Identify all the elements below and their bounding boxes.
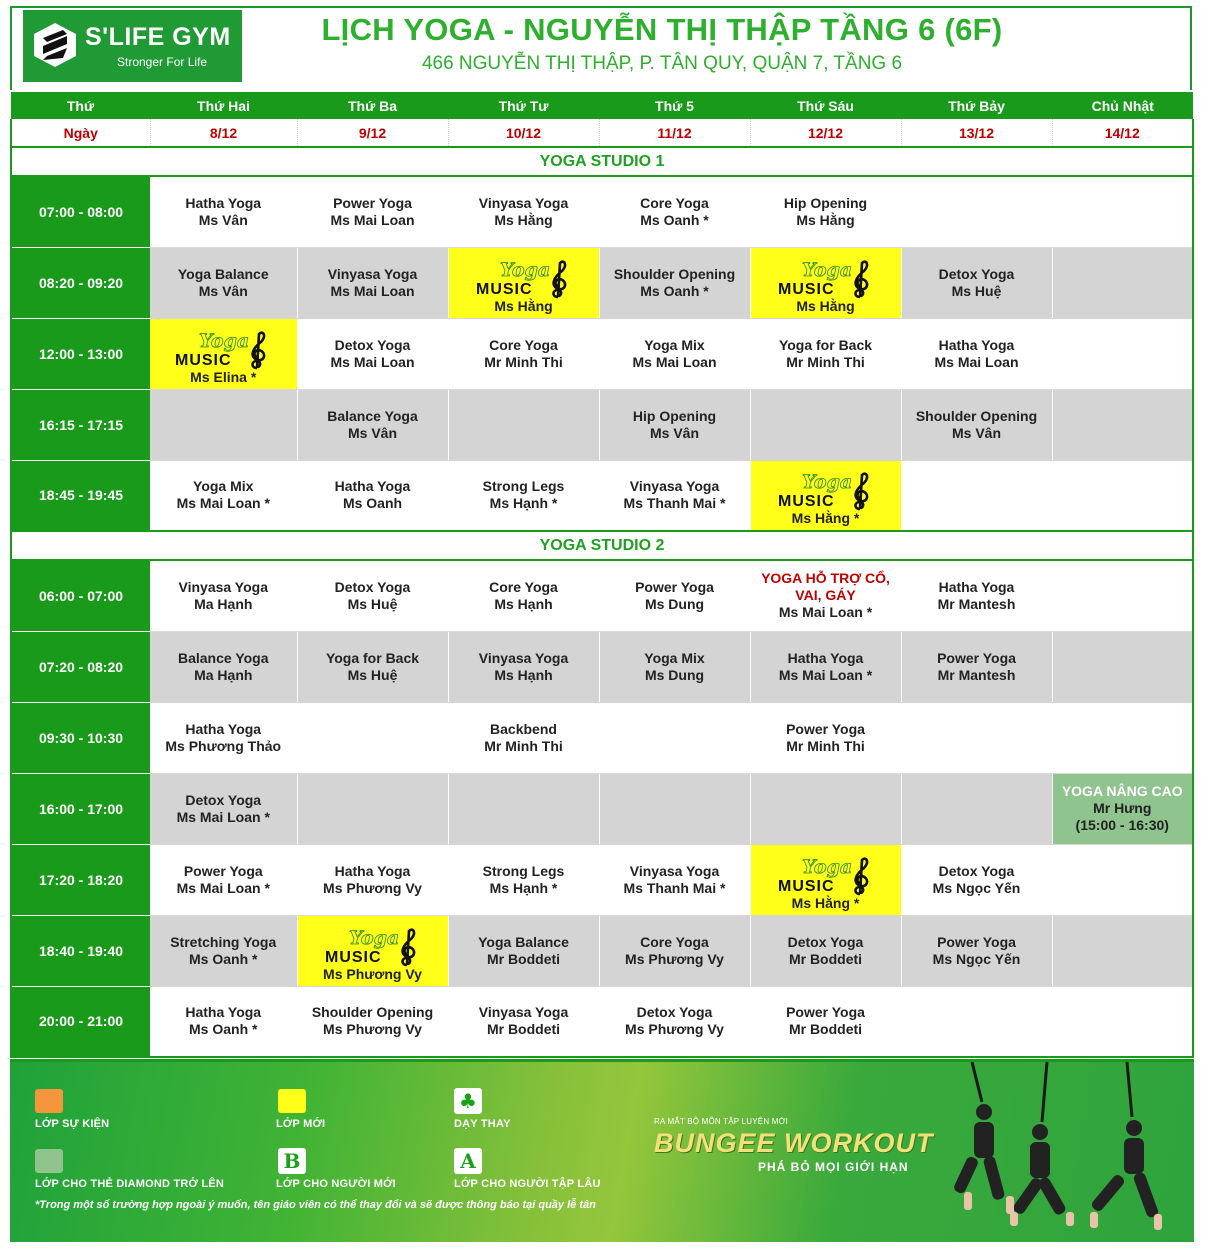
instructor-name: Ms Phương Vy xyxy=(323,879,422,896)
class-name: Power Yoga xyxy=(183,862,263,879)
promo-slogan: PHÁ BỎ MỌI GIỚI HẠN xyxy=(758,1160,909,1174)
logo-mark-icon xyxy=(33,22,77,68)
legend-banner xyxy=(10,1059,1194,1242)
class-cell xyxy=(750,560,901,631)
class-cell xyxy=(150,247,297,318)
class-cell xyxy=(448,773,599,844)
instructor-name: Ms Mai Loan * xyxy=(778,604,873,621)
music-logo-word-yoga: Yoga xyxy=(801,258,852,281)
instructor-name: Ms Mai Loan * xyxy=(176,808,270,825)
event-class-swatch xyxy=(35,1089,63,1113)
class-cell xyxy=(901,915,1052,986)
class-cell xyxy=(599,247,750,318)
class-cell xyxy=(750,318,901,389)
instructor-name: Ms Hằng xyxy=(494,297,553,314)
instructor-name: Ms Thanh Mai * xyxy=(623,495,726,512)
class-cell xyxy=(901,631,1052,702)
class-cell xyxy=(599,773,750,844)
class-name: Detox Yoga xyxy=(938,862,1015,879)
weekday-header: Thứ 5 xyxy=(599,92,750,119)
substitute-label: DẠY THAY xyxy=(454,1118,511,1130)
class-cell xyxy=(1052,247,1193,318)
time-slot: 06:00 - 07:00 xyxy=(11,560,150,631)
yoga-music-class-cell xyxy=(448,247,599,318)
time-slot-row xyxy=(11,176,1193,247)
instructor-name: Ms Hằng xyxy=(796,211,855,228)
class-cell xyxy=(448,702,599,773)
class-cell xyxy=(901,460,1052,531)
class-name: Hip Opening xyxy=(783,194,868,211)
class-cell xyxy=(297,389,448,460)
class-name: Backbend xyxy=(490,720,557,737)
yoga-music-logo xyxy=(173,328,273,370)
class-name: Strong Legs xyxy=(482,862,565,879)
class-name: Yoga Mix xyxy=(644,336,705,353)
music-logo-word-yoga: Yoga xyxy=(801,471,852,493)
music-logo-word-yoga: Yoga xyxy=(801,855,852,878)
class-name: Strong Legs xyxy=(482,478,565,495)
class-name: Detox Yoga xyxy=(185,791,262,808)
instructor-name: Ms Hằng xyxy=(494,211,553,228)
class-cell xyxy=(599,389,750,460)
beginner-class-label: LỚP CHO NGƯỜI MỚI xyxy=(276,1178,396,1190)
class-cell xyxy=(297,318,448,389)
class-cell xyxy=(150,176,297,247)
time-slot: 16:15 - 17:15 xyxy=(11,389,150,460)
music-logo-word-music: MUSIC xyxy=(777,280,835,298)
class-cell xyxy=(297,247,448,318)
class-cell xyxy=(150,915,297,986)
gym-logo xyxy=(23,10,242,82)
studio-row xyxy=(11,531,1193,560)
page-title: LỊCH YOGA - NGUYỄN THỊ THẬP TẦNG 6 (6F) xyxy=(321,12,1003,47)
instructor-name: Ms Elina * xyxy=(190,368,257,385)
class-name: Stretching Yoga xyxy=(170,933,277,950)
instructor-name: Ms Hạnh xyxy=(494,595,553,612)
disclaimer-note: *Trong một số trường hợp ngoài ý muốn, tên giáo viên có thể thay đổi và sẽ được thông báo tại quầy lễ tân xyxy=(35,1199,596,1211)
instructor-name: Ms Phương Vy xyxy=(625,950,724,967)
instructor-name: Ms Dung xyxy=(644,595,705,612)
class-cell xyxy=(599,915,750,986)
instructor-name: Ms Mai Loan xyxy=(632,353,717,370)
class-name: YOGA NÂNG CAO xyxy=(1061,783,1183,799)
bungee-dancers-image xyxy=(922,1062,1194,1242)
instructor-name: Ms Oanh * xyxy=(189,950,258,967)
class-cell xyxy=(750,986,901,1057)
instructor-name: Ms Vân xyxy=(198,211,248,228)
class-cell xyxy=(599,844,750,915)
class-cell xyxy=(448,389,599,460)
class-cell xyxy=(599,986,750,1057)
music-logo-word-music: MUSIC xyxy=(175,351,232,369)
date-row xyxy=(11,119,1193,147)
instructor-name: Mr Hưng xyxy=(1093,800,1152,816)
class-cell xyxy=(1052,460,1193,531)
treble-clef-icon xyxy=(253,332,265,367)
instructor-name: Mr Boddeti xyxy=(486,950,561,967)
class-name: Power Yoga xyxy=(937,933,1016,950)
date-cell: 9/12 xyxy=(297,119,448,147)
class-name: Vinyasa Yoga xyxy=(629,478,720,495)
weekday-header: Thứ Hai xyxy=(150,92,297,119)
class-name: Hatha Yoga xyxy=(938,336,1015,353)
class-cell xyxy=(150,986,297,1057)
class-cell xyxy=(1052,389,1193,460)
class-name: Balance Yoga xyxy=(327,407,418,424)
class-cell xyxy=(750,773,901,844)
class-cell xyxy=(599,176,750,247)
date-cell: 11/12 xyxy=(599,119,750,147)
class-name: Vinyasa Yoga xyxy=(478,194,569,211)
music-logo-word-music: MUSIC xyxy=(777,493,835,510)
class-name: Vinyasa Yoga xyxy=(327,265,418,282)
class-cell xyxy=(1052,318,1193,389)
class-name: Power Yoga xyxy=(786,1004,865,1021)
class-cell xyxy=(448,986,599,1057)
time-slot-row xyxy=(11,915,1193,986)
class-cell xyxy=(901,389,1052,460)
class-cell xyxy=(297,460,448,531)
new-class-label: LỚP MỚI xyxy=(276,1118,326,1130)
class-name: Shoulder Opening xyxy=(311,1004,434,1021)
class-cell xyxy=(297,176,448,247)
schedule-table xyxy=(10,92,1194,1058)
new-class-swatch xyxy=(278,1089,306,1113)
class-cell xyxy=(1052,176,1193,247)
class-name: Power Yoga xyxy=(937,649,1016,666)
class-cell xyxy=(901,318,1052,389)
time-slot-row xyxy=(11,986,1193,1057)
class-name: Core Yoga xyxy=(489,578,558,595)
instructor-name: Ms Mai Loan * xyxy=(176,879,270,896)
brand-name: S'LIFE GYM xyxy=(85,23,231,51)
instructor-name: Ms Hằng xyxy=(796,297,855,314)
instructor-name: Mr Minh Thi xyxy=(786,353,865,370)
yoga-music-class-cell xyxy=(750,460,901,531)
class-name: Hatha Yoga xyxy=(938,578,1015,595)
class-cell xyxy=(448,844,599,915)
weekday-header: Thứ xyxy=(11,92,150,119)
yoga-music-class-cell xyxy=(750,247,901,318)
class-cell xyxy=(297,560,448,631)
time-slot-row xyxy=(11,631,1193,702)
instructor-name: Ms Hạnh xyxy=(494,666,553,683)
instructor-name: Mr Boddeti xyxy=(788,950,863,967)
weekday-header: Thứ Ba xyxy=(297,92,448,119)
class-cell xyxy=(599,702,750,773)
instructor-name: Ms Mai Loan xyxy=(330,353,415,370)
class-cell xyxy=(150,631,297,702)
instructor-name: Ms Huệ xyxy=(951,282,1002,299)
class-name: Yoga for Back xyxy=(778,336,873,353)
instructor-name: Ms Vân xyxy=(951,424,1001,441)
date-cell: Ngày xyxy=(11,119,150,147)
yoga-music-logo xyxy=(776,469,876,511)
clover-icon: ♣ xyxy=(454,1088,482,1114)
class-cell xyxy=(901,844,1052,915)
time-slot: 18:40 - 19:40 xyxy=(11,915,150,986)
instructor-name: Ms Hằng * xyxy=(791,894,860,911)
class-name: Yoga Balance xyxy=(478,933,569,950)
yoga-music-logo xyxy=(776,257,876,299)
treble-clef-icon xyxy=(855,474,867,509)
schedule-header xyxy=(10,6,1192,90)
class-cell xyxy=(448,176,599,247)
class-time-note: (15:00 - 16:30) xyxy=(1075,817,1169,833)
instructor-name: Ms Huệ xyxy=(347,595,398,612)
instructor-name: Ms Mai Loan xyxy=(330,211,415,228)
instructor-name: Ms Oanh * xyxy=(640,282,709,299)
class-cell xyxy=(750,702,901,773)
instructor-name: Ms Phương Vy xyxy=(323,1021,422,1038)
class-cell xyxy=(901,986,1052,1057)
class-cell xyxy=(150,460,297,531)
date-cell: 10/12 xyxy=(448,119,599,147)
class-cell xyxy=(150,702,297,773)
class-cell xyxy=(901,773,1052,844)
class-name: Shoulder Opening xyxy=(915,407,1038,424)
instructor-name: Ms Mai Loan * xyxy=(176,495,270,512)
promo-kicker: RA MẮT BỘ MÔN TẬP LUYỆN MỚI xyxy=(654,1117,789,1126)
class-name: Hatha Yoga xyxy=(185,194,262,211)
instructor-name: Ms Ngọc Yến xyxy=(932,950,1021,967)
date-cell: 8/12 xyxy=(150,119,297,147)
studio-name: YOGA STUDIO 1 xyxy=(11,147,1193,176)
class-name: Yoga for Back xyxy=(325,649,420,666)
class-cell xyxy=(1052,560,1193,631)
yoga-music-logo xyxy=(323,925,423,967)
instructor-name: Mr Minh Thi xyxy=(484,353,563,370)
class-cell xyxy=(750,915,901,986)
instructor-name: Ms Dung xyxy=(644,666,705,683)
class-cell xyxy=(1052,773,1193,844)
time-slot-row xyxy=(11,460,1193,531)
time-slot: 20:00 - 21:00 xyxy=(11,986,150,1057)
page-subtitle: 466 NGUYỄN THỊ THẬP, P. TÂN QUY, QUẬN 7, TẦNG 6 xyxy=(421,53,903,74)
instructor-name: Ms Phương Thảo xyxy=(165,737,282,754)
instructor-name: Ms Mai Loan * xyxy=(778,666,873,683)
time-slot-row xyxy=(11,773,1193,844)
advanced-letter-icon: A xyxy=(454,1148,482,1174)
instructor-name: Mr Minh Thi xyxy=(786,737,865,754)
class-name: Detox Yoga xyxy=(938,265,1015,282)
class-name: Core Yoga xyxy=(640,194,709,211)
class-cell xyxy=(599,560,750,631)
class-name: Vinyasa Yoga xyxy=(178,578,268,595)
class-name: Yoga Mix xyxy=(644,649,705,666)
class-name: Vinyasa Yoga xyxy=(629,862,720,879)
class-cell xyxy=(297,773,448,844)
class-cell xyxy=(150,389,297,460)
instructor-name: Ms Vân xyxy=(198,282,248,299)
instructor-name: Ms Vân xyxy=(347,424,397,441)
time-slot: 16:00 - 17:00 xyxy=(11,773,150,844)
music-logo-word-music: MUSIC xyxy=(475,280,533,298)
class-cell xyxy=(150,560,297,631)
class-name: Detox Yoga xyxy=(636,1004,713,1021)
class-name: Core Yoga xyxy=(489,336,558,353)
diamond-class-swatch xyxy=(35,1149,63,1173)
class-cell xyxy=(150,773,297,844)
class-name: Power Yoga xyxy=(786,720,865,737)
date-cell: 12/12 xyxy=(750,119,901,147)
class-cell xyxy=(599,631,750,702)
class-cell xyxy=(297,986,448,1057)
instructor-name: Ma Hạnh xyxy=(194,666,253,683)
advanced-class-label: LỚP CHO NGƯỜI TẬP LÂU xyxy=(454,1178,601,1190)
time-slot-row xyxy=(11,702,1193,773)
instructor-name: Ms Hằng * xyxy=(791,510,860,526)
treble-clef-icon xyxy=(402,929,414,964)
class-cell xyxy=(1052,631,1193,702)
class-cell xyxy=(448,318,599,389)
instructor-name: Ms Hạnh * xyxy=(489,495,558,512)
time-slot-row xyxy=(11,844,1193,915)
class-name: Yoga Balance xyxy=(177,265,269,282)
studio-name: YOGA STUDIO 2 xyxy=(11,531,1193,560)
class-name: Hatha Yoga xyxy=(787,649,864,666)
time-slot: 08:20 - 09:20 xyxy=(11,247,150,318)
class-cell xyxy=(297,631,448,702)
class-name: Hatha Yoga xyxy=(185,1004,262,1021)
instructor-name: Mr Mantesh xyxy=(937,666,1016,683)
instructor-name: Ms Mai Loan xyxy=(934,353,1019,370)
weekday-header: Thứ Tư xyxy=(448,92,599,119)
class-name: Shoulder Opening xyxy=(613,265,736,282)
instructor-name: Ms Ngọc Yến xyxy=(932,879,1021,896)
yoga-music-logo xyxy=(776,854,876,896)
instructor-name: Mr Mantesh xyxy=(937,595,1016,612)
diamond-class-label: LỚP CHO THẺ DIAMOND TRỞ LÊN xyxy=(35,1178,224,1190)
class-cell xyxy=(448,915,599,986)
treble-clef-icon xyxy=(553,261,565,296)
brand-tagline: Stronger For Life xyxy=(117,55,208,69)
music-logo-word-yoga: Yoga xyxy=(499,258,550,281)
time-slot: 17:20 - 18:20 xyxy=(11,844,150,915)
class-name: Hatha Yoga xyxy=(185,720,262,737)
beginner-letter-icon: B xyxy=(278,1148,306,1174)
weekday-header: Thứ Bảy xyxy=(901,92,1052,119)
class-name: Detox Yoga xyxy=(787,933,864,950)
time-slot: 09:30 - 10:30 xyxy=(11,702,150,773)
time-slot-row xyxy=(11,560,1193,631)
yoga-music-class-cell xyxy=(297,915,448,986)
yoga-music-logo xyxy=(474,257,574,299)
instructor-name: Ms Hạnh * xyxy=(489,879,558,896)
time-slot: 12:00 - 13:00 xyxy=(11,318,150,389)
class-cell xyxy=(448,560,599,631)
time-slot: 07:20 - 08:20 xyxy=(11,631,150,702)
instructor-name: Ma Hạnh xyxy=(194,595,253,612)
class-cell xyxy=(901,560,1052,631)
class-cell xyxy=(1052,702,1193,773)
class-name: YOGA HỖ TRỢ CỔ, VAI, GÁY xyxy=(761,570,890,604)
instructor-name: Ms Oanh xyxy=(342,495,403,512)
instructor-name: Mr Boddeti xyxy=(788,1021,863,1038)
class-cell xyxy=(750,631,901,702)
class-name: Hatha Yoga xyxy=(334,862,411,879)
class-cell xyxy=(750,176,901,247)
instructor-name: Mr Boddeti xyxy=(486,1021,561,1038)
date-cell: 13/12 xyxy=(901,119,1052,147)
class-cell xyxy=(297,844,448,915)
class-name: Core Yoga xyxy=(640,933,709,950)
yoga-music-class-cell xyxy=(750,844,901,915)
music-logo-word-yoga: Yoga xyxy=(348,926,399,949)
class-cell xyxy=(1052,844,1193,915)
class-name: Balance Yoga xyxy=(177,649,269,666)
class-cell xyxy=(150,844,297,915)
class-cell xyxy=(297,702,448,773)
class-name: Detox Yoga xyxy=(334,336,411,353)
class-name: Power Yoga xyxy=(333,194,412,211)
event-class-label: LỚP SỰ KIỆN xyxy=(35,1118,110,1130)
instructor-name: Ms Oanh * xyxy=(189,1021,258,1038)
class-cell xyxy=(750,389,901,460)
class-name: Hatha Yoga xyxy=(334,478,411,495)
instructor-name: Ms Thanh Mai * xyxy=(623,879,726,896)
time-slot-row xyxy=(11,389,1193,460)
promo-title: BUNGEE WORKOUT xyxy=(654,1128,934,1158)
instructor-name: Ms Huệ xyxy=(347,666,398,683)
class-cell xyxy=(599,318,750,389)
instructor-name: Ms Vân xyxy=(649,424,699,441)
class-cell xyxy=(1052,986,1193,1057)
instructor-name: Ms Oanh * xyxy=(640,211,709,228)
treble-clef-icon xyxy=(855,261,867,296)
class-name: Detox Yoga xyxy=(334,578,411,595)
weekday-header: Chủ Nhật xyxy=(1052,92,1193,119)
weekday-header: Thứ Sáu xyxy=(750,92,901,119)
class-cell xyxy=(448,460,599,531)
time-slot: 18:45 - 19:45 xyxy=(11,460,150,531)
yoga-music-class-cell xyxy=(150,318,297,389)
music-logo-word-yoga: Yoga xyxy=(199,329,250,352)
instructor-name: Ms Phương Vy xyxy=(323,965,422,982)
studio-row xyxy=(11,147,1193,176)
instructor-name: Ms Mai Loan xyxy=(330,282,415,299)
instructor-name: Ms Phương Vy xyxy=(625,1021,724,1038)
class-cell xyxy=(901,702,1052,773)
class-name: Yoga Mix xyxy=(193,478,254,495)
date-cell: 14/12 xyxy=(1052,119,1193,147)
time-slot-row xyxy=(11,247,1193,318)
class-cell xyxy=(448,631,599,702)
class-cell xyxy=(901,176,1052,247)
music-logo-word-music: MUSIC xyxy=(777,877,835,895)
class-cell xyxy=(1052,915,1193,986)
time-slot-row xyxy=(11,318,1193,389)
instructor-name: Mr Minh Thi xyxy=(484,737,563,754)
class-cell xyxy=(599,460,750,531)
class-cell xyxy=(901,247,1052,318)
music-logo-word-music: MUSIC xyxy=(324,948,382,966)
class-name: Vinyasa Yoga xyxy=(478,1004,569,1021)
weekday-header-row xyxy=(11,92,1193,119)
class-name: Power Yoga xyxy=(635,578,714,595)
treble-clef-icon xyxy=(855,858,867,893)
class-name: Hip Opening xyxy=(632,407,717,424)
class-name: Vinyasa Yoga xyxy=(478,649,569,666)
time-slot: 07:00 - 08:00 xyxy=(11,176,150,247)
